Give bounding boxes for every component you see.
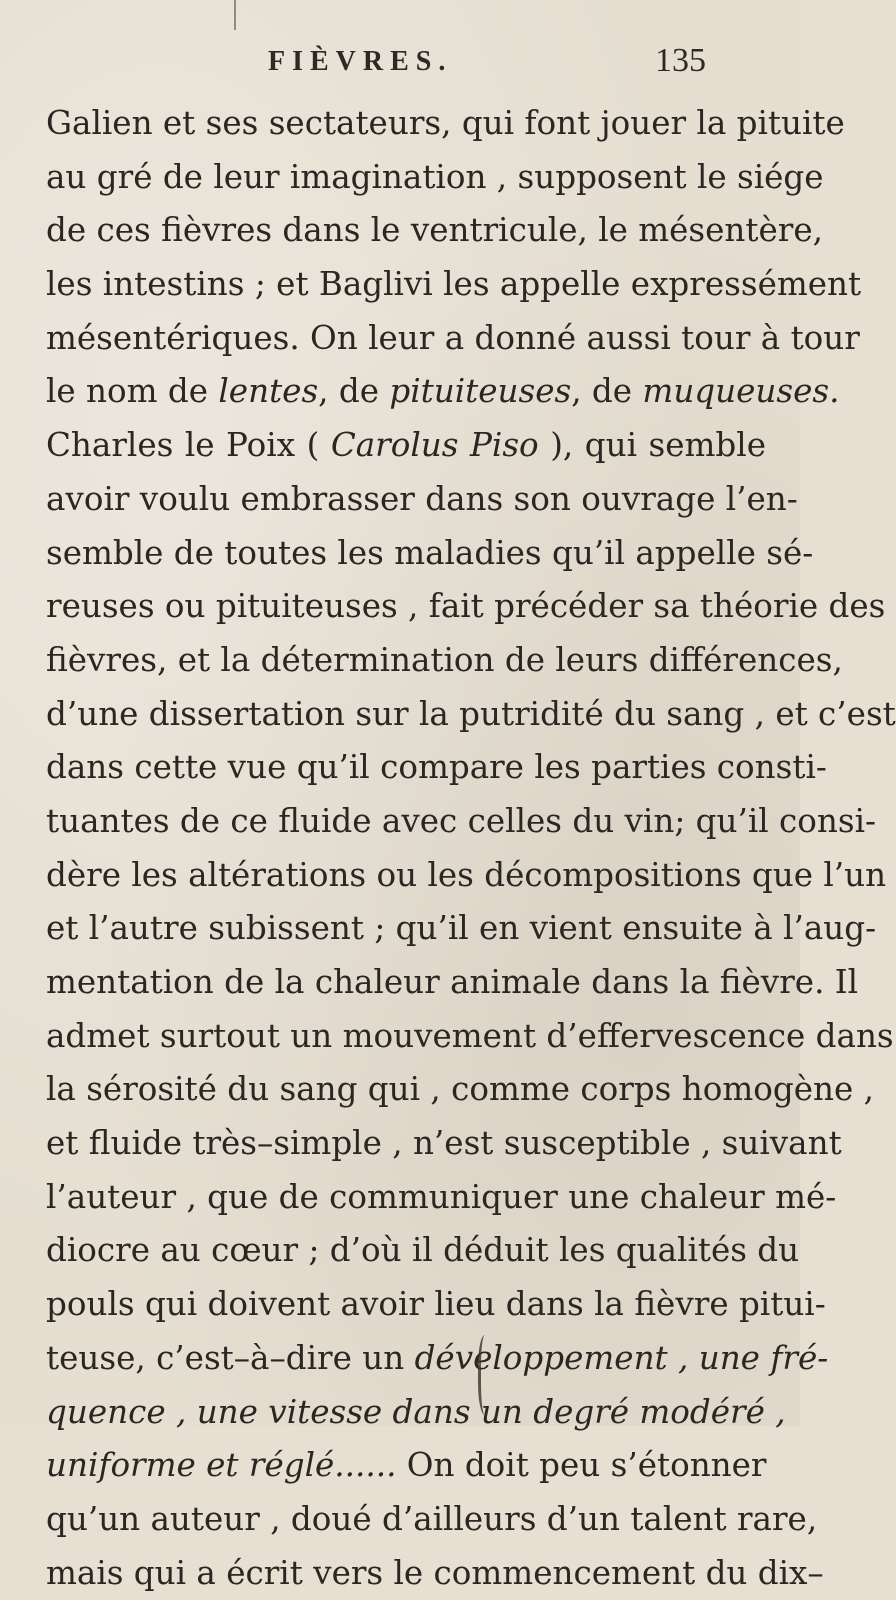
text-line: [46, 258, 862, 312]
text-segment: de ces fièvres dans le ventricule, le mésentère,: [46, 211, 823, 250]
page-number: 135: [655, 42, 706, 79]
text-segment: diocre au cœur ; d’où il déduit les qualités du: [46, 1231, 800, 1270]
text-segment: les intestins ; et Baglivi les appelle expressément: [46, 265, 862, 304]
text-line: [46, 580, 886, 634]
text-segment: l’auteur , que de communiquer une chaleur mé-: [46, 1177, 837, 1216]
text-segment: teuse, c’est–à–dire un: [46, 1338, 415, 1377]
text-segment: d’une dissertation sur la putridité du sang , et c’est: [46, 694, 896, 733]
text-line: [46, 1063, 874, 1117]
text-segment: , de: [318, 372, 390, 411]
text-line: [46, 312, 860, 366]
italic-text: pituiteuses: [389, 372, 572, 411]
text-line: [46, 1386, 786, 1440]
italic-text: développement , une fré-: [414, 1338, 829, 1377]
text-line: [46, 1493, 818, 1547]
text-segment: la sérosité du sang qui , comme corps homogène ,: [46, 1070, 874, 1109]
text-segment: le nom de: [46, 372, 219, 411]
text-segment: reuses ou pituiteuses , fait précéder sa théorie des: [46, 587, 886, 626]
paper-mark: [234, 0, 266, 30]
text-line: [46, 849, 887, 903]
text-line: [46, 1224, 800, 1278]
text-line: [46, 97, 845, 151]
text-line: [46, 902, 877, 956]
text-segment: tuantes de ce fluide avec celles du vin; qu’il consi-: [46, 801, 877, 840]
text-segment: dère les altérations ou les décompositions que l’un: [46, 855, 887, 894]
italic-text: Carolus Piso: [330, 426, 539, 465]
text-line: [46, 634, 843, 688]
text-segment: mentation de la chaleur animale dans la fièvre. Il: [46, 963, 859, 1001]
text-segment: fièvres, et la détermination de leurs différences,: [46, 640, 843, 679]
text-line: [46, 419, 766, 473]
text-line: [46, 1278, 826, 1332]
text-line: [46, 473, 798, 527]
text-segment: Galien et ses sectateurs, qui font jouer la pituite: [46, 104, 845, 142]
text-segment: qu’un auteur , doué d’ailleurs d’un talent rare,: [46, 1499, 818, 1538]
text-segment: ), qui semble: [538, 426, 766, 465]
text-line: [46, 1117, 842, 1171]
text-line: [46, 1171, 837, 1225]
page-header: [0, 42, 800, 86]
text-line: [46, 151, 824, 205]
italic-text: lentes: [218, 372, 319, 411]
text-segment: mais qui a écrit vers le commencement du dix–: [46, 1553, 824, 1592]
body-text: [46, 97, 896, 1600]
text-segment: , de: [571, 372, 643, 411]
text-line: [46, 527, 814, 581]
text-segment: et l’autre subissent ; qu’il en vient ensuite à l’aug-: [46, 909, 877, 948]
text-segment: admet surtout un mouvement d’effervescence dans: [46, 1016, 894, 1055]
text-segment: dans cette vue qu’il compare les parties consti-: [46, 748, 827, 787]
text-segment: pouls qui doivent avoir lieu dans la fièvre pitui-: [46, 1285, 826, 1324]
paper-tear-mark: [478, 1335, 495, 1415]
italic-text: quence , une vitesse dans un degré modéré ,: [46, 1392, 786, 1431]
text-line: [46, 688, 896, 742]
text-line: [46, 1547, 824, 1600]
italic-text: uniforme et réglé......: [46, 1446, 397, 1485]
text-line: [46, 365, 840, 419]
text-segment: au gré de leur imagination , supposent le siége: [46, 157, 824, 196]
text-segment: mésentériques. On leur a donné aussi tour à tour: [46, 318, 860, 357]
text-line: [46, 1439, 766, 1493]
text-segment: semble de toutes les maladies qu’il appelle sé-: [46, 533, 814, 572]
text-line: [46, 956, 859, 1010]
text-line: [46, 204, 823, 258]
text-segment: Charles le Poix (: [46, 426, 331, 465]
italic-text: muqueuses.: [642, 372, 840, 411]
text-line: [46, 1332, 829, 1386]
text-line: [46, 1010, 894, 1064]
text-segment: On doit peu s’étonner: [396, 1446, 767, 1485]
text-segment: et fluide très–simple , n’est susceptible , suivant: [46, 1124, 842, 1163]
running-head: FIÈVRES.: [268, 46, 453, 77]
text-segment: avoir voulu embrasser dans son ouvrage l’en-: [46, 479, 798, 518]
text-line: [46, 795, 877, 849]
text-line: [46, 741, 827, 795]
